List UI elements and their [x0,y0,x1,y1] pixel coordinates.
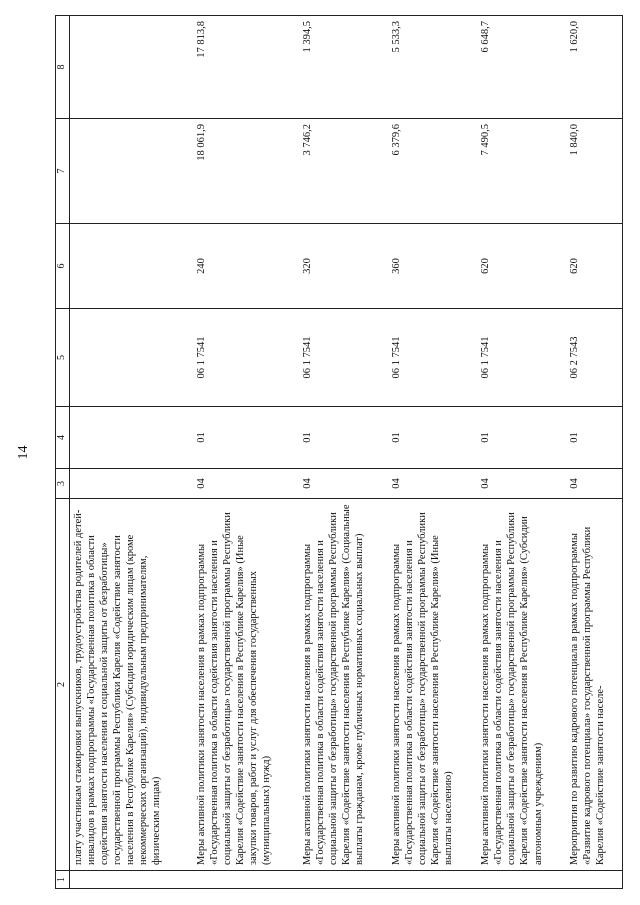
cell-target-code: 06 1 7541 [388,309,477,407]
cell-section: 04 [566,469,622,499]
cell-subsection: 01 [193,407,299,469]
cell-index [69,871,193,889]
cell-expense-type: 240 [193,224,299,309]
cell-subsection: 01 [388,407,477,469]
table-row [566,16,622,889]
cell-amount-1: 18 061,9 [193,119,299,224]
cell-description: Меры активной политики занятости населения в рамках подпрограммы «Государственная политика в области содействия занятости населения и социальной защиты от безработицы» государственной программы Республики Карелия «Содействие занятости населения в Республике Карелия» (Иные закупки товаров, работ и услуг для обеспечения государственных (муниципальных) нужд) [193,499,299,871]
cell-target-code: 06 1 7541 [193,309,299,407]
table-row [193,16,299,889]
cell-section: 04 [388,469,477,499]
cell-amount-2: 1 394,5 [299,16,388,119]
cell-index [388,871,477,889]
table-row [299,16,388,889]
cell-index [477,871,566,889]
table-row [69,16,193,889]
cell-target-code: 06 1 7541 [477,309,566,407]
cell-index [566,871,622,889]
cell-amount-1: 6 379,6 [388,119,477,224]
cell-section: 04 [193,469,299,499]
column-header: 4 [56,407,70,469]
cell-subsection: 01 [299,407,388,469]
cell-amount-1: 3 746,2 [299,119,388,224]
cell-amount-2 [69,16,193,119]
cell-amount-2: 17 813,8 [193,16,299,119]
cell-section [69,469,193,499]
column-header: 7 [56,119,70,224]
cell-subsection: 01 [566,407,622,469]
column-header: 3 [56,469,70,499]
page-number: 14 [16,445,31,460]
table-row [388,16,477,889]
budget-table [55,15,623,889]
cell-expense-type: 360 [388,224,477,309]
cell-amount-1: 7 490,5 [477,119,566,224]
cell-expense-type: 320 [299,224,388,309]
cell-subsection [69,407,193,469]
cell-expense-type [69,224,193,309]
cell-target-code: 06 2 7543 [566,309,622,407]
cell-amount-1: 1 840,0 [566,119,622,224]
column-header: 8 [56,16,70,119]
cell-description: Мероприятия по развитию кадрового потенциала в рамках подпрограммы «Развитие кадрового потенциала» государственной программы Республики Карелия «Содействие занятости населе- [566,499,622,871]
cell-amount-2: 5 533,3 [388,16,477,119]
cell-expense-type: 620 [477,224,566,309]
column-header: 2 [56,499,70,871]
table-row [477,16,566,889]
cell-index [299,871,388,889]
column-header: 5 [56,309,70,407]
column-header: 6 [56,224,70,309]
cell-description: Меры активной политики занятости населения в рамках подпрограммы «Государственная политика в области содействия занятости населения и социальной защиты от безработицы» государственной программы Республики Карелия «Содействие занятости населения в Республике Карелия» (Иные выплаты населению) [388,499,477,871]
cell-section: 04 [477,469,566,499]
cell-amount-2: 6 648,7 [477,16,566,119]
column-number-row [56,16,70,889]
cell-target-code: 06 1 7541 [299,309,388,407]
cell-expense-type: 620 [566,224,622,309]
cell-amount-2: 1 620,0 [566,16,622,119]
cell-section: 04 [299,469,388,499]
cell-amount-1 [69,119,193,224]
cell-description: Меры активной политики занятости населения в рамках подпрограммы «Государственная политика в области содействия занятости населения и социальной защиты от безработицы» государственной программы Республики Карелия «Содействие занятости населения в Республике Карелия» (Субсидии автономным учреждениям) [477,499,566,871]
cell-subsection: 01 [477,407,566,469]
column-header: 1 [56,871,70,889]
cell-index [193,871,299,889]
cell-description: Меры активной политики занятости населения в рамках подпрограммы «Государственная политика в области содействия занятости населения и социальной защиты от безработицы» государственной программы Республики Карелия «Содействие занятости населения в Республике Карелия» (Социальные выплаты гражданам, кроме публичных нормативных социальных выплат) [299,499,388,871]
cell-description: плату участникам стажировки выпускников, трудоустройства родителей детей-инвалидов в рамках подпрограммы «Государственная политика в области содействия занятости населения и социальной защиты от безработицы» государственной программы Республики Карелия «Содействие занятости населения в Республике Карелия» (Субсидии юридическим лицам (кроме некоммерческих организаций), индивидуальным предпринимателям, физическим лицам) [69,499,193,871]
cell-target-code [69,309,193,407]
